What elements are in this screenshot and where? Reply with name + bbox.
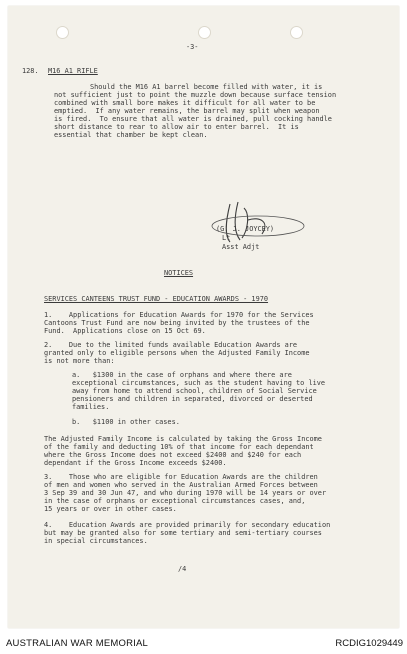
section-line: is fired. To ensure that all water is drained, pull cocking handle bbox=[54, 115, 332, 123]
section-line: Should the M16 A1 barrel become filled with water, it is bbox=[90, 83, 323, 91]
paragraph-line: 2. Due to the limited funds available Education Awards are bbox=[44, 341, 298, 349]
signatory-name: (G. J. JOYCEY) bbox=[216, 225, 275, 233]
notices-heading: NOTICES bbox=[164, 269, 194, 277]
paragraph-line: 15 years or over in other cases. bbox=[44, 505, 177, 513]
archive-footer bbox=[0, 634, 407, 654]
paragraph-line: families. bbox=[72, 403, 110, 411]
binder-hole bbox=[198, 26, 211, 39]
paragraph-line: The Adjusted Family Income is calculated by taking the Gross Income bbox=[44, 435, 322, 443]
paragraph-line: in special circumstances. bbox=[44, 537, 148, 545]
paragraph-line: away from home to attend school, children of Social Service bbox=[72, 387, 317, 395]
paragraph-line: 4. Education Awards are provided primarily for secondary education bbox=[44, 521, 331, 529]
signatory-role: Asst Adjt bbox=[222, 243, 260, 251]
paragraph-line: b. $1100 in other cases. bbox=[72, 418, 180, 426]
section-line: essential that chamber be kept clean. bbox=[54, 131, 208, 139]
section-title: M16 A1 RIFLE bbox=[48, 67, 98, 75]
page-number: -3- bbox=[186, 43, 199, 51]
section-number: 128. bbox=[22, 67, 39, 75]
signatory-rank: Lt bbox=[222, 234, 231, 242]
paragraph-line: in the case of orphans or exceptional circumstances cases, and, bbox=[44, 497, 306, 505]
paragraph-line: of the family and deducting 10% of that income for each dependant bbox=[44, 443, 314, 451]
paragraph-line: where the Gross Income does not exceed $2400 and $240 for each bbox=[44, 451, 302, 459]
paragraph-line: but may be granted also for some tertiary and semi-tertiary courses bbox=[44, 529, 322, 537]
binder-hole bbox=[56, 26, 69, 39]
paragraph-line: is not more than: bbox=[44, 357, 115, 365]
paragraph-line: 3 Sep 39 and 30 Jun 47, and who during 1970 will be 14 years or over bbox=[44, 489, 327, 497]
section-line: combined with small bore makes it difficult for all water to be bbox=[54, 99, 316, 107]
archive-name: AUSTRALIAN WAR MEMORIAL bbox=[6, 638, 149, 649]
section-line: not sufficient just to point the muzzle down because surface tension bbox=[54, 91, 337, 99]
section-line: emptied. If any water remains, the barrel may split when weapon bbox=[54, 107, 320, 115]
paragraph-line: Fund. Applications close on 15 Oct 69. bbox=[44, 327, 206, 335]
record-id: RCDIG1029449 bbox=[335, 638, 403, 649]
paragraph-line: 3. Those who are eligible for Education Awards are the children bbox=[44, 473, 318, 481]
continuation-marker: /4 bbox=[178, 565, 187, 573]
section-line: short distance to rear to allow air to enter barrel. It is bbox=[54, 123, 299, 131]
paragraph-line: granted only to eligible persons when the Adjusted Family Income bbox=[44, 349, 310, 357]
paragraph-line: Cantoons Trust Fund are now being invited by the trustees of the bbox=[44, 319, 310, 327]
paragraph-line: a. $1300 in the case of orphans and where there are bbox=[72, 371, 292, 379]
paragraph-line: 1. Applications for Education Awards for 1970 for the Services bbox=[44, 311, 314, 319]
paragraph-line: exceptional circumstances, such as the student having to live bbox=[72, 379, 326, 387]
subsection-heading: SERVICES CANTEENS TRUST FUND - EDUCATION AWARDS - 1970 bbox=[44, 295, 269, 303]
binder-hole bbox=[290, 26, 303, 39]
paragraph-line: of men and women who served in the Australian Armed Forces between bbox=[44, 481, 318, 489]
paragraph-line: dependant if the Gross Income exceeds $2400. bbox=[44, 459, 227, 467]
paragraph-line: pensioners and children in separated, divorced or deserted bbox=[72, 395, 313, 403]
